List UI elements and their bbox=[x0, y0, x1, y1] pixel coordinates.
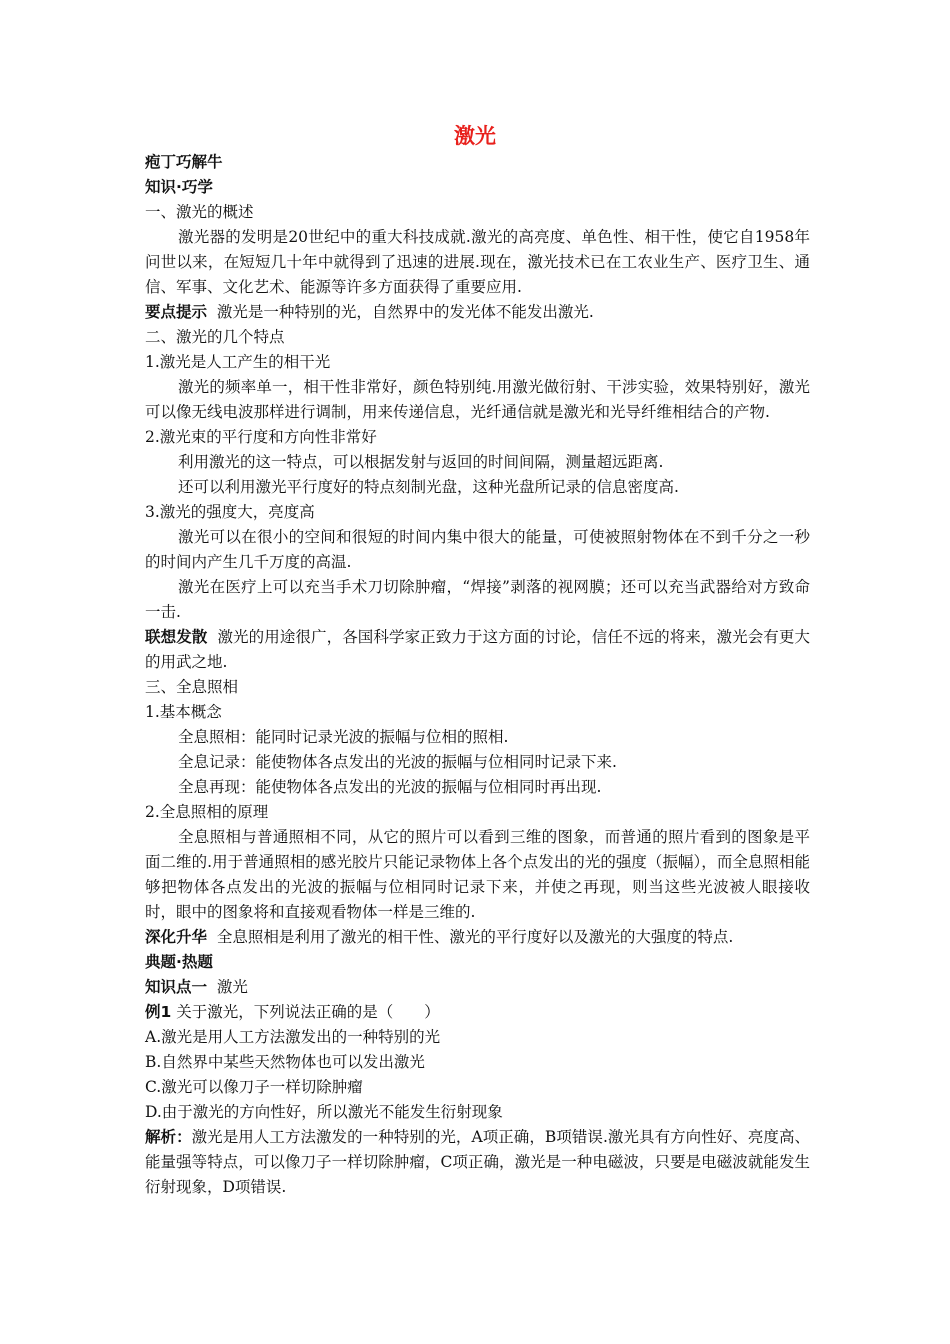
subsection-heading: 三、全息照相 bbox=[145, 678, 239, 696]
example-text: 关于激光，下列说法正确的是（ ） bbox=[176, 1003, 440, 1021]
option-b: B.自然界中某些天然物体也可以发出激光 bbox=[145, 1053, 425, 1071]
tip-paragraph bbox=[145, 625, 810, 675]
item-heading: 1.激光是人工产生的相干光 bbox=[145, 353, 331, 371]
subsection-heading: 一、激光的概述 bbox=[145, 203, 254, 221]
option-c: C.激光可以像刀子一样切除肿瘤 bbox=[145, 1078, 363, 1096]
knowledge-point-label: 知识点一 bbox=[145, 978, 208, 996]
paragraph: 激光器的发明是20世纪中的重大科技成就.激光的高亮度、单色性、相干性，使它自1958年问世以来，在短短几十年中就得到了迅速的进展.现在，激光技术已在工农业生产、医疗卫生、通信、军事、文化艺术、能源等许多方面获得了重要应用. bbox=[145, 228, 810, 296]
analysis bbox=[145, 1125, 810, 1200]
tip-text: 激光的用途很广，各国科学家正致力于这方面的讨论，信任不远的将来，激光会有更大的用武之地. bbox=[145, 628, 810, 671]
paragraph: 还可以利用激光平行度好的特点刻制光盘，这种光盘所记录的信息密度高. bbox=[178, 478, 679, 496]
section-heading: 典题·热题 bbox=[145, 953, 213, 971]
page-title: 激光 bbox=[454, 124, 496, 148]
section-heading: 知识·巧学 bbox=[145, 178, 213, 196]
paragraph: 全息照相与普通照相不同，从它的照片可以看到三维的图象，而普通的照片看到的图象是平面二维的.用于普通照相的感光胶片只能记录物体上各个点发出的光的强度（振幅），而全息照相能够把物体各点发出的光波的振幅与位相同时记录下来，并使之再现，则当这些光波被人眼接收时，眼中的图象将和直接观看物体一样是三维的. bbox=[145, 828, 810, 921]
example-question bbox=[145, 1000, 810, 1025]
item-heading: 2.激光束的平行度和方向性非常好 bbox=[145, 428, 377, 446]
subsection-heading: 二、激光的几个特点 bbox=[145, 328, 285, 346]
item-heading: 2.全息照相的原理 bbox=[145, 803, 269, 821]
knowledge-point bbox=[145, 975, 810, 1000]
item-heading: 1.基本概念 bbox=[145, 703, 222, 721]
section-heading: 疱丁巧解牛 bbox=[145, 153, 223, 171]
analysis-text: 激光是用人工方法激发的一种特别的光，A项正确，B项错误.激光具有方向性好、亮度高、能量强等特点，可以像刀子一样切除肿瘤，C项正确，激光是一种电磁波，只要是电磁波就能发生衍射现象，D项错误. bbox=[145, 1128, 810, 1196]
paragraph: 激光的频率单一，相干性非常好，颜色特别纯.用激光做衍射、干涉实验，效果特别好，激光可以像无线电波那样进行调制，用来传递信息，光纤通信就是激光和光导纤维相结合的产物. bbox=[145, 378, 810, 421]
document-body bbox=[145, 150, 810, 1200]
option-d: D.由于激光的方向性好，所以激光不能发生衍射现象 bbox=[145, 1103, 503, 1121]
tip-text: 激光是一种特别的光，自然界中的发光体不能发出激光. bbox=[216, 303, 594, 321]
tip-label: 要点提示 bbox=[145, 303, 208, 321]
paragraph: 激光可以在很小的空间和很短的时间内集中很大的能量，可使被照射物体在不到千分之一秒的时间内产生几千万度的高温. bbox=[145, 528, 810, 571]
paragraph: 激光在医疗上可以充当手术刀切除肿瘤，“焊接”剥落的视网膜；还可以充当武器给对方致命一击. bbox=[145, 578, 810, 621]
definition: 全息照相：能同时记录光波的振幅与位相的照相. bbox=[178, 728, 509, 746]
definition: 全息再现：能使物体各点发出的光波的振幅与位相同时再出现. bbox=[178, 778, 602, 796]
paragraph: 利用激光的这一特点，可以根据发射与返回的时间间隔，测量超远距离. bbox=[178, 453, 664, 471]
example-label: 例1 bbox=[145, 1003, 172, 1021]
tip-paragraph bbox=[145, 925, 810, 950]
item-heading: 3.激光的强度大，亮度高 bbox=[145, 503, 315, 521]
tip-text: 全息照相是利用了激光的相干性、激光的平行度好以及激光的大强度的特点. bbox=[216, 928, 734, 946]
definition: 全息记录：能使物体各点发出的光波的振幅与位相同时记录下来. bbox=[178, 753, 617, 771]
analysis-label: 解析： bbox=[145, 1128, 192, 1146]
tip-label: 联想发散 bbox=[145, 628, 208, 646]
option-a: A.激光是用人工方法激发出的一种特别的光 bbox=[145, 1028, 441, 1046]
tip-label: 深化升华 bbox=[145, 928, 208, 946]
knowledge-point-text: 激光 bbox=[216, 978, 248, 996]
tip-paragraph bbox=[145, 300, 810, 325]
